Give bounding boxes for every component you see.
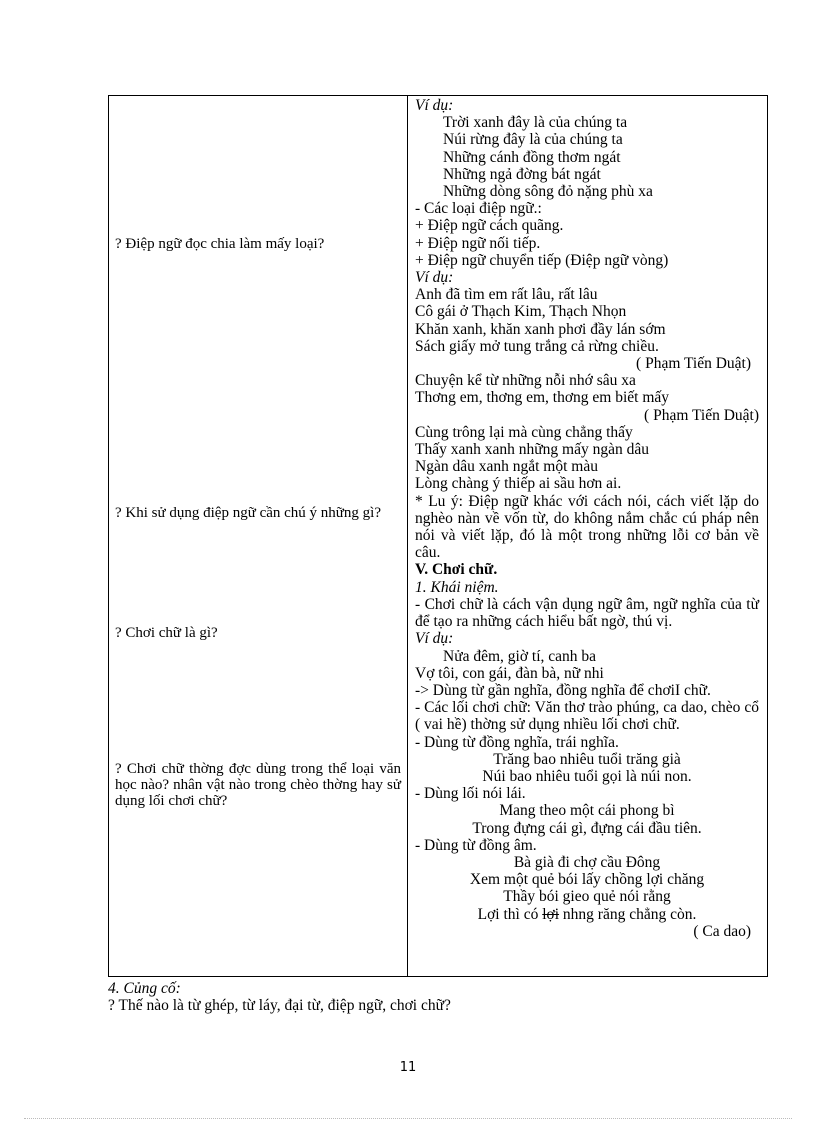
poem-line: Anh đã tìm em rất lâu, rất lâu — [415, 286, 598, 304]
footer-line — [24, 1118, 792, 1119]
poem-line: Bà già đi chợ cầu Đông — [513, 853, 661, 871]
poem-line: Ngàn dâu xanh ngắt một màu — [415, 458, 598, 476]
question-2: ? Khi sử dụng điệp ngữ cần chú ý những gì? — [115, 505, 382, 521]
poem-text: Lợi thì có — [477, 905, 543, 923]
poem-text: nhng răng chẳng còn. — [559, 905, 697, 923]
poem-line: Núi bao nhiêu tuổi gọi là núi non. — [482, 767, 692, 785]
poem-line: Trong đựng cái gì, đựng cái đầu tiên. — [472, 819, 702, 837]
technique-item: - Dùng từ đồng nghĩa, trái nghĩa. — [415, 733, 619, 751]
poem-line: Cô gái ở Thạch Kim, Thạch Nhọn — [415, 303, 627, 321]
example-label: Ví dụ: — [415, 630, 454, 648]
poem-line: Núi rừng đây là của chúng ta — [443, 131, 623, 149]
consolidation-section — [108, 980, 451, 1014]
question-4: ? Chơi chữ thờng đợc dùng trong thể loại văn học nào? nhân vật nào trong chèo thờng hay sử dụng lối chơi chữ? — [115, 761, 401, 809]
poem-line: Những dòng sông đỏ nặng phù xa — [443, 183, 653, 201]
question-1: ? Điệp ngữ đọc chia làm mấy loại? — [115, 236, 325, 252]
type-item: + Điệp ngữ chuyển tiếp (Điệp ngữ vòng) — [415, 251, 669, 269]
poem-line: Thầy bói gieo quẻ nói rằng — [503, 888, 671, 906]
poem-line: Khăn xanh, khăn xanh phơi đầy lán sớm — [415, 320, 666, 338]
definition-paragraph: - Chơi chữ là cách vận dụng ngữ âm, ngữ nghĩa của từ để tạo ra những cách hiểu bất ngờ, thú vị. — [415, 595, 759, 631]
lesson-table — [108, 95, 768, 977]
poem-line: Mang theo một cái phong bì — [499, 802, 675, 820]
note-paragraph: * Lu ý: Điệp ngữ khác với cách nói, cách viết lặp do nghèo nàn về vốn từ, do không nắm chắc cú pháp nên nói và viết lặp, đó là một trong những lỗi cơ bản về câu. — [415, 492, 759, 562]
column-divider — [407, 96, 408, 976]
technique-item: - Dùng lối nói lái. — [415, 785, 526, 803]
poem-line: Sách giấy mở tung trắng cả rừng chiều. — [415, 337, 659, 355]
question-3: ? Chơi chữ là gì? — [115, 625, 218, 641]
poem-line: Trời xanh đây là của chúng ta — [443, 114, 628, 132]
example-label: Ví dụ: — [415, 269, 454, 287]
poem-line: Thơng em, thơng em, thơng em biết mấy — [415, 389, 670, 407]
poem-line — [415, 906, 759, 923]
poem-line: Chuyện kể từ những nỗi nhớ sâu xa — [415, 372, 636, 390]
poem-line: Cùng trông lại mà cùng chẳng thấy — [415, 423, 633, 441]
poem-line: Trăng bao nhiêu tuổi trăng già — [493, 750, 681, 768]
poem-author: ( Ca dao) — [693, 922, 751, 940]
example-label: Ví dụ: — [415, 97, 454, 114]
struck-word: lợi — [542, 905, 560, 923]
section-heading: V. Chơi chữ. — [415, 561, 498, 579]
poem-line: Những cánh đồng thơm ngát — [443, 148, 621, 166]
consolidation-heading: 4. Củng cố: — [108, 980, 181, 997]
poem-line: Những ngả đờng bát ngát — [443, 165, 601, 183]
types-title: - Các loại điệp ngữ.: — [415, 200, 542, 218]
poem-line: Xem một quẻ bói lấy chồng lợi chăng — [469, 871, 705, 889]
poem-author: ( Phạm Tiến Duật) — [644, 406, 759, 424]
page-number: 11 — [399, 1060, 417, 1075]
explanation: -> Dùng từ gần nghĩa, đồng nghĩa để chơiI chữ. — [415, 681, 711, 699]
type-item: + Điệp ngữ cách quãng. — [415, 217, 564, 235]
consolidation-question: ? Thế nào là từ ghép, từ láy, đại từ, điệp ngữ, chơi chữ? — [108, 997, 451, 1014]
poem-line: Nửa đêm, giờ tí, canh ba — [443, 647, 597, 665]
technique-item: - Dùng từ đồng âm. — [415, 836, 537, 854]
answer-column — [415, 97, 759, 940]
wordplay-types: - Các lối chơi chữ: Văn thơ trào phúng, ca dao, chèo cổ ( vai hề) thờng sử dụng nhiều lối chơi chữ. — [415, 699, 759, 734]
poem-line: Vợ tôi, con gái, đàn bà, nữ nhi — [415, 664, 604, 682]
type-item: + Điệp ngữ nối tiếp. — [415, 234, 541, 252]
subsection-heading: 1. Khái niệm. — [415, 578, 499, 596]
poem-line: Thấy xanh xanh những mấy ngàn dâu — [415, 441, 649, 459]
poem-author: ( Phạm Tiến Duật) — [636, 355, 751, 373]
poem-line: Lòng chàng ý thiếp ai sầu hơn ai. — [415, 475, 622, 493]
